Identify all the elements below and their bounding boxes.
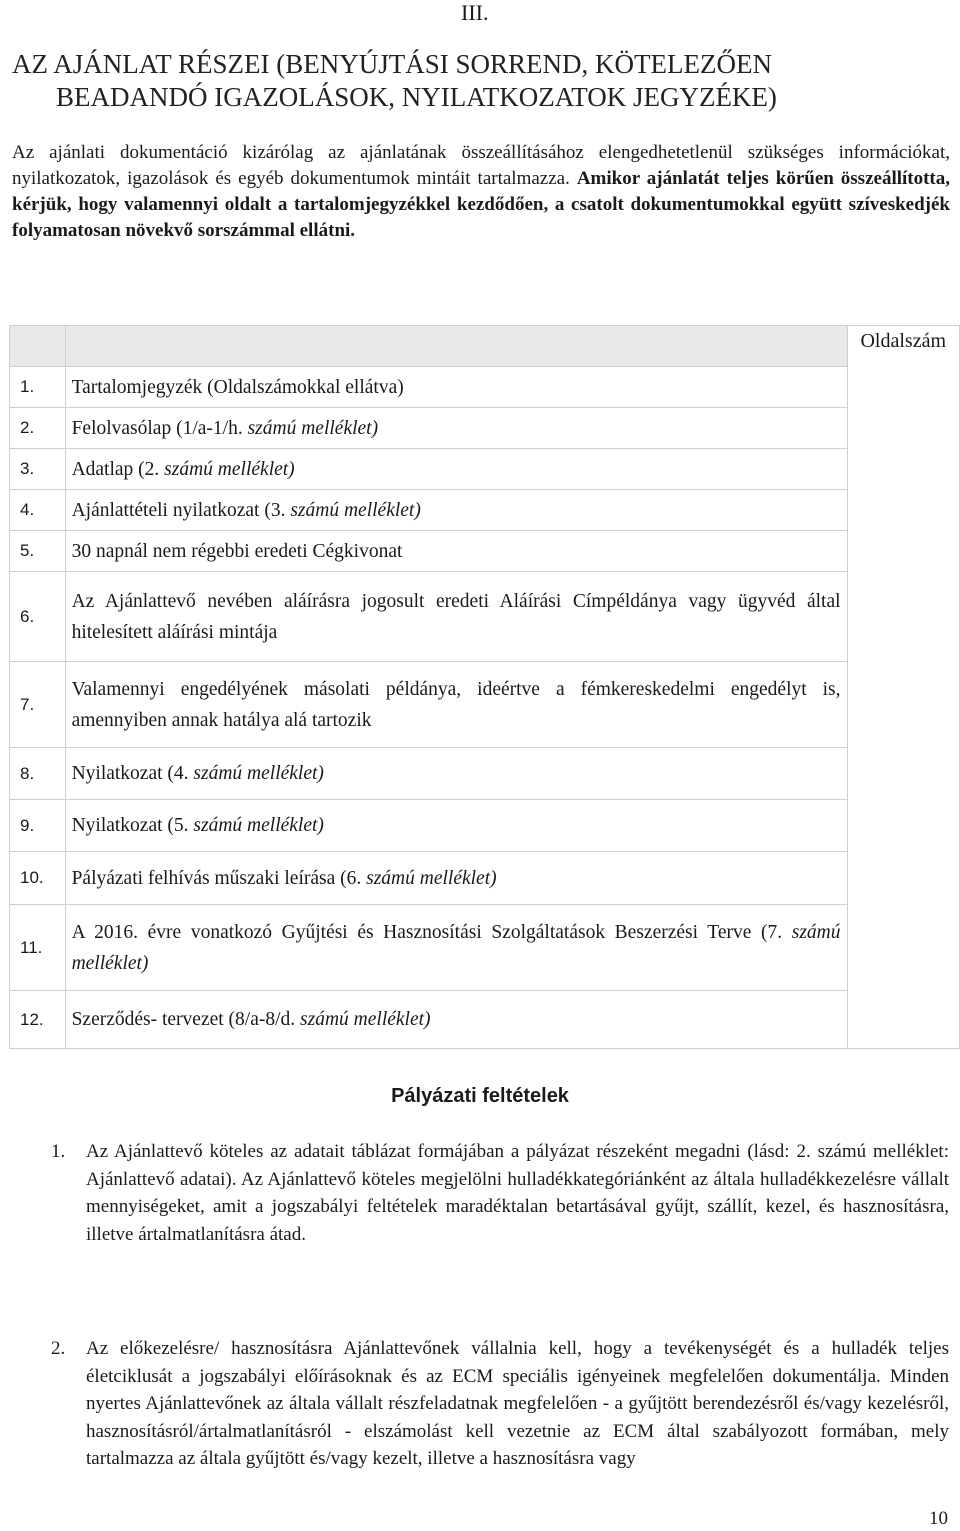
conditions-title: Pályázati feltételek [391, 1085, 569, 1107]
condition-text: Az előkezelésre/ hasznosításra Ajánlattevőnek vállalnia kell, hogy a tevékenységét és a hulladék teljes életciklusát a jogszabályi előírásoknak és az ECM speciális igényeinek megfelelően dokumentálja. Minden nyertes Ajánlattevőnek az általa vállalt részfeladatnak megfelelően - a gyűjtött berendezésről és/vagy kezelésről, hasznosításról/ártalmatlanításról - elszámolást kell vezetnie az ECM által szabályozott formában, mely tartalmazza az általa gyűjtött és/vagy kezelt, illetve a hasznosításra vagy [86, 1338, 949, 1469]
table-row [10, 531, 960, 572]
row-text-main: A 2016. évre vonatkozó Gyűjtési és Hasznosítási Szolgáltatások Beszerzési Terve (7. [71, 921, 792, 943]
header-blank-num [10, 326, 66, 367]
row-number: 11. [10, 905, 66, 991]
condition-item [51, 1335, 949, 1473]
row-number: 8. [10, 748, 66, 800]
table-row [10, 490, 960, 531]
row-text-main: Szerződés- tervezet (8/a-8/d. [71, 1009, 301, 1030]
row-number: 10. [10, 852, 66, 905]
page-title [12, 48, 952, 114]
condition-number: 2. [51, 1338, 66, 1359]
row-text [65, 408, 847, 449]
page-number: 10 [929, 1508, 948, 1529]
header-blank-text [65, 326, 847, 367]
row-text-main: Felolvasólap (1/a-1/h. [71, 417, 248, 439]
table-row [10, 408, 960, 449]
row-text-italic: számú melléklet) [71, 921, 841, 974]
intro-text: Az ajánlati dokumentáció kizárólag az ajánlatának összeállításához elengedhetetlenül szükséges információkat, nyilatkozatok, igazolások és egyéb dokumentumok mintáit tartalmazza. [12, 142, 950, 189]
intro-paragraph [12, 140, 950, 244]
row-text [65, 531, 847, 572]
row-number: 4. [10, 490, 66, 531]
table-row [10, 748, 960, 800]
title-line-2: BEADANDÓ IGAZOLÁSOK, NYILATKOZATOK JEGYZÉKE) [56, 82, 777, 112]
row-text [65, 490, 847, 531]
row-number: 7. [10, 662, 66, 748]
row-text-italic: számú melléklet) [247, 417, 379, 439]
section-number: III. [461, 0, 489, 25]
row-text-main: Nyilatkozat (5. [71, 815, 194, 836]
table-header-row [10, 326, 960, 367]
row-text [65, 367, 847, 408]
row-number: 9. [10, 800, 66, 852]
row-text-main: Tartalomjegyzék (Oldalszámokkal ellátva) [71, 376, 404, 398]
table-row [10, 991, 960, 1049]
row-text-italic: számú melléklet) [193, 763, 324, 784]
row-text-italic: számú melléklet) [164, 458, 295, 480]
row-text [65, 449, 847, 490]
row-text [65, 905, 847, 991]
row-text-main: Adatlap (2. [71, 458, 165, 480]
condition-text: Az Ajánlattevő köteles az adatait táblázat formájában a pályázat részeként megadni (lásd: 2. számú melléklet: Ajánlattevő adatai). Az Ajánlattevő köteles megjelölni hulladékkategóriánként az általa hulladékkezelésre vállalt mennyiségeket, amit a jogszabályi feltételek maradéktalan betartásával gyűjt, szállít, kezel, és hasznosításra, illetve ártalmatlanításra átad. [86, 1141, 949, 1245]
row-text-main: Nyilatkozat (4. [71, 763, 194, 784]
row-text [65, 572, 847, 662]
row-text [65, 748, 847, 800]
row-text-italic: számú melléklet) [193, 815, 324, 836]
page-number-column [847, 326, 959, 1049]
row-number: 1. [10, 367, 66, 408]
table-row [10, 572, 960, 662]
row-number: 5. [10, 531, 66, 572]
row-text-italic: számú melléklet) [366, 867, 497, 889]
title-line-1: AZ AJÁNLAT RÉSZEI (BENYÚJTÁSI SORREND, KÖTELEZŐEN [12, 49, 772, 79]
row-text-main: Ajánlattételi nyilatkozat (3. [71, 499, 291, 521]
page-number-header: Oldalszám [860, 330, 947, 352]
row-text-main: Pályázati felhívás műszaki leírása (6. [71, 867, 367, 889]
row-number: 12. [10, 991, 66, 1049]
condition-item [51, 1138, 949, 1248]
row-text [65, 991, 847, 1049]
row-text-italic: számú melléklet) [290, 499, 421, 521]
table-row [10, 367, 960, 408]
row-text [65, 852, 847, 905]
intro-bold-text: Amikor ajánlatát teljes körűen összeállította, kérjük, hogy valamennyi oldalt a tartalomjegyzékkel kezdődően, a csatolt dokumentumokkal együtt szíveskedjék folyamatosan növekvő sorszámmal ellátni. [12, 168, 951, 241]
row-text-main: 30 napnál nem régebbi eredeti Cégkivonat [71, 540, 403, 562]
row-number: 2. [10, 408, 66, 449]
row-number: 6. [10, 572, 66, 662]
document-checklist-table [9, 325, 960, 1049]
table-row [10, 905, 960, 991]
row-number: 3. [10, 449, 66, 490]
table-row [10, 852, 960, 905]
row-text [65, 662, 847, 748]
row-text-italic: számú melléklet) [300, 1009, 431, 1030]
table-row [10, 800, 960, 852]
table-row [10, 449, 960, 490]
condition-number: 1. [51, 1141, 66, 1162]
table-row [10, 662, 960, 748]
row-text-main: Valamennyi engedélyének másolati példánya, ideértve a fémkereskedelmi engedélyt is, amennyiben annak hatálya alá tartozik [71, 678, 841, 731]
row-text [65, 800, 847, 852]
row-text-main: Az Ajánlattevő nevében aláírásra jogosult eredeti Aláírási Címpéldánya vagy ügyvéd által hitelesített aláírási mintája [71, 590, 841, 643]
